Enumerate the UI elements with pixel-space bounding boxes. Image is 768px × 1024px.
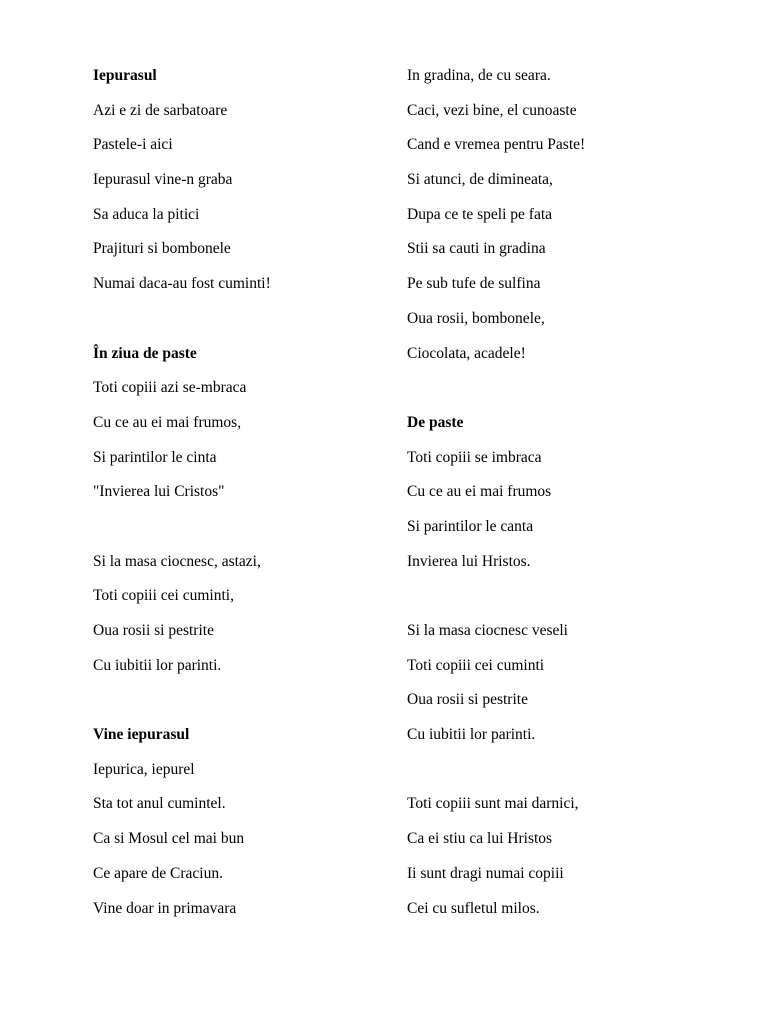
left-poem-column	[93, 59, 393, 926]
poem-line: Dupa ce te speli pe fata	[407, 205, 553, 223]
poem-line: Ciocolata, acadele!	[407, 344, 526, 362]
stanza-gap	[93, 683, 393, 718]
poem-line: Pe sub tufe de sulfina	[407, 275, 541, 293]
poem-line: Toti copiii cei cuminti,	[93, 587, 234, 605]
poem-line: Si la masa ciocnesc veseli	[407, 622, 568, 639]
poem-line: Toti copiii se imbraca	[407, 448, 542, 466]
poem-line: Numai daca-au fost cuminti!	[93, 275, 271, 293]
poem-line: Sa aduca la pitici	[93, 205, 200, 223]
poem-line: Cu iubitii lor parinti.	[93, 656, 222, 674]
poem-line: Iepurasul vine-n graba	[93, 171, 233, 189]
poem-line: Stii sa cauti in gradina	[407, 240, 546, 258]
stanza-gap	[407, 753, 737, 788]
poem-line: Cei cu sufletul milos.	[407, 899, 540, 917]
poem-line: Oua rosii si pestrite	[407, 691, 528, 709]
poem-line: Oua rosii si pestrite	[93, 622, 214, 639]
poem-line: Sta tot anul cumintel.	[93, 795, 226, 813]
poem-title: Vine iepurasul	[93, 726, 190, 744]
poem-line: Iepurica, iepurel	[93, 760, 195, 778]
poem-line: Cu ce au ei mai frumos	[407, 483, 552, 501]
poem-line: Si atunci, de dimineata,	[407, 171, 553, 189]
poem-line: Ca ei stiu ca lui Hristos	[407, 830, 553, 848]
poem-line: "Invierea lui Cristos"	[93, 483, 225, 501]
poem-line: In gradina, de cu seara.	[407, 67, 551, 84]
poem-line: Ii sunt dragi numai copiii	[407, 864, 564, 882]
poem-line: Caci, vezi bine, el cunoaste	[407, 101, 577, 119]
poem-line: Si la masa ciocnesc, astazi,	[93, 552, 261, 570]
stanza-gap	[93, 302, 393, 337]
poem-line: Oua rosii, bombonele,	[407, 309, 545, 327]
poem-line: Prajituri si bombonele	[93, 240, 231, 258]
stanza-gap	[407, 579, 737, 614]
poem-line: Si parintilor le cinta	[93, 448, 217, 466]
poem-line: Ce apare de Craciun.	[93, 864, 223, 882]
stanza-gap	[407, 371, 737, 406]
poem-line: Vine doar in primavara	[93, 899, 237, 917]
poem-line: Si parintilor le canta	[407, 517, 534, 535]
poem-line: Cu ce au ei mai frumos,	[93, 413, 242, 431]
poem-line: Cand e vremea pentru Paste!	[407, 136, 586, 154]
poem-line: Toti copiii azi se-mbraca	[93, 379, 247, 397]
right-poem-column	[407, 59, 737, 926]
poem-title: În ziua de paste	[93, 344, 197, 362]
poem-line: Toti copiii sunt mai darnici,	[407, 795, 579, 813]
poem-line: Invierea lui Hristos.	[407, 552, 531, 570]
stanza-gap	[93, 510, 393, 545]
poem-line: Toti copiii cei cuminti	[407, 656, 545, 674]
poem-title: De paste	[407, 413, 464, 431]
poem-line: Cu iubitii lor parinti.	[407, 726, 536, 744]
poem-line: Pastele-i aici	[93, 136, 173, 154]
poem-line: Ca si Mosul cel mai bun	[93, 830, 245, 848]
poem-title: Iepurasul	[93, 67, 157, 84]
poem-line: Azi e zi de sarbatoare	[93, 101, 228, 119]
